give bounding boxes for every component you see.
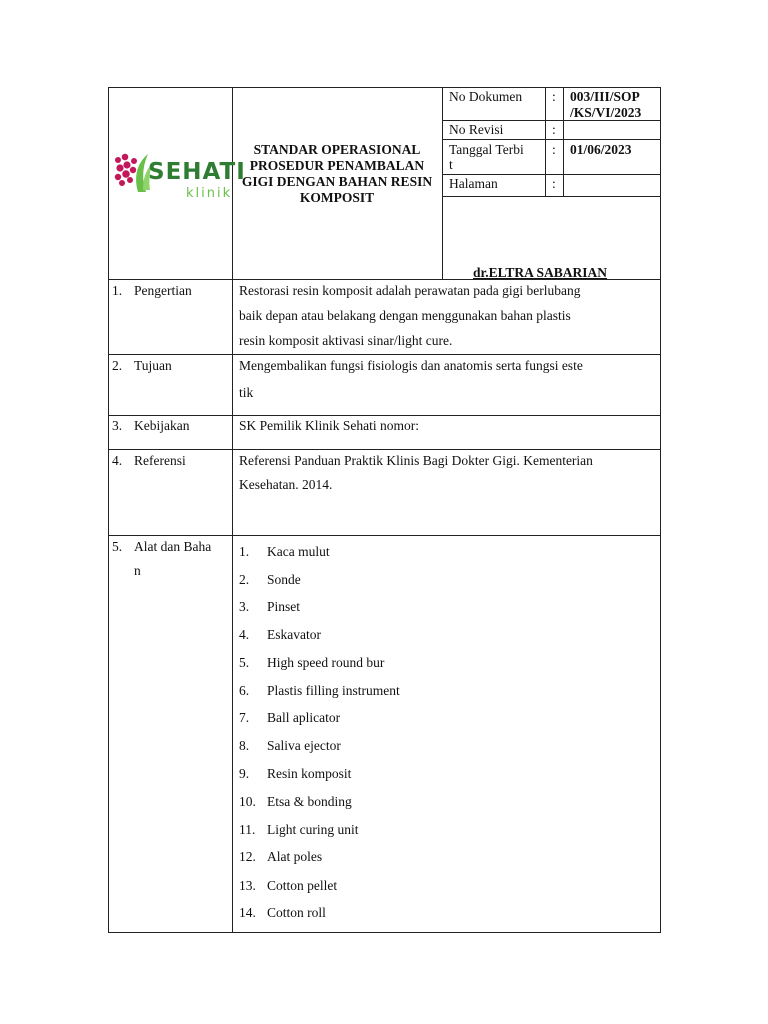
list-item-text: Sonde	[267, 572, 301, 587]
list-item-text: Light curing unit	[267, 822, 359, 837]
text-line: resin komposit aktivasi sinar/light cure.	[239, 333, 453, 348]
meta-row-line-4	[442, 196, 661, 197]
section-number: 5.	[112, 539, 123, 554]
column-divider	[232, 87, 233, 933]
meta-label-no-revisi: No Revisi	[449, 122, 504, 137]
meta-value-no-dokumen-2: /KS/VI/2023	[570, 105, 642, 120]
meta-label-tanggal-2: t	[449, 157, 453, 172]
logo-brand-text: SEHATI	[148, 159, 246, 185]
list-item-number: 13.	[239, 878, 256, 893]
section-number: 3.	[112, 418, 123, 433]
meta-value-tanggal: 01/06/2023	[570, 142, 632, 157]
meta-sep-divider	[545, 87, 546, 196]
section-label-alat-1: Alat dan Baha	[134, 539, 212, 554]
section-number: 1.	[112, 283, 123, 298]
list-item-number: 1.	[239, 544, 250, 559]
text-line: Restorasi resin komposit adalah perawatan pada gigi berlubang	[239, 283, 581, 298]
meta-sep: :	[552, 142, 556, 157]
list-item-number: 12.	[239, 849, 256, 864]
document-title: STANDAR OPERASIONAL PROSEDUR PENAMBALAN GIGI DENGAN BAHAN RESIN KOMPOSIT	[241, 142, 433, 205]
row-line-4	[108, 535, 661, 536]
list-item	[239, 736, 341, 756]
section-number: 4.	[112, 453, 123, 468]
text-line: tik	[239, 385, 254, 400]
meta-value-no-dokumen-1: 003/III/SOP	[570, 89, 640, 104]
table-border-left	[108, 87, 109, 933]
list-item-text: Resin komposit	[267, 766, 352, 781]
list-item-number: 7.	[239, 710, 250, 725]
list-item-number: 2.	[239, 572, 250, 587]
text-line: Mengembalikan fungsi fisiologis dan anatomis serta fungsi este	[239, 358, 583, 373]
meta-label-halaman: Halaman	[449, 176, 498, 191]
section-label-pengertian: Pengertian	[134, 283, 192, 298]
list-item	[239, 708, 340, 728]
meta-value-divider	[563, 87, 564, 196]
logo-sub-text: klinik	[186, 186, 233, 201]
table-border-bottom	[108, 932, 661, 933]
text-line: Kesehatan. 2014.	[239, 477, 333, 492]
list-item-text: Plastis filling instrument	[267, 683, 400, 698]
list-item-text: Cotton pellet	[267, 878, 338, 893]
meta-label-tanggal-1: Tanggal Terbi	[449, 142, 524, 157]
list-item-number: 10.	[239, 794, 256, 809]
list-item	[239, 903, 326, 923]
row-line-3	[108, 449, 661, 450]
text-line: Referensi Panduan Praktik Klinis Bagi Dokter Gigi. Kementerian	[239, 453, 593, 468]
list-item	[239, 653, 384, 673]
list-item-number: 11.	[239, 822, 256, 837]
list-item-number: 9.	[239, 766, 250, 781]
list-item	[239, 820, 359, 840]
list-item	[239, 876, 337, 896]
list-item	[239, 792, 352, 812]
section-label-referensi: Referensi	[134, 453, 186, 468]
list-item-text: Eskavator	[267, 627, 321, 642]
table-border-right	[660, 87, 661, 933]
list-item	[239, 764, 351, 784]
header-title-divider	[442, 87, 443, 280]
section-text-kebijakan: SK Pemilik Klinik Sehati nomor:	[239, 418, 420, 433]
list-item-text: High speed round bur	[267, 655, 385, 670]
signer-name: dr.ELTRA SABARIAN	[473, 265, 608, 280]
list-item	[239, 681, 400, 701]
list-item-number: 6.	[239, 683, 250, 698]
meta-row-line-2	[442, 139, 661, 140]
list-item-text: Cotton roll	[267, 905, 326, 920]
list-item-number: 8.	[239, 738, 250, 753]
list-item	[239, 625, 321, 645]
meta-label-no-dokumen: No Dokumen	[449, 89, 523, 104]
section-number: 2.	[112, 358, 123, 373]
list-item-text: Kaca mulut	[267, 544, 330, 559]
clinic-logo	[112, 148, 246, 210]
list-item-text: Alat poles	[267, 849, 323, 864]
list-item	[239, 597, 300, 617]
list-item	[239, 570, 301, 590]
list-item-text: Pinset	[267, 599, 301, 614]
meta-sep: :	[552, 176, 556, 191]
meta-sep: :	[552, 89, 556, 104]
row-line-2	[108, 415, 661, 416]
list-item-number: 14.	[239, 905, 256, 920]
list-item-text: Etsa & bonding	[267, 794, 352, 809]
list-item-text: Ball aplicator	[267, 710, 341, 725]
section-label-tujuan: Tujuan	[134, 358, 172, 373]
text-line: baik depan atau belakang dengan menggunakan bahan plastis	[239, 308, 571, 323]
list-item	[239, 542, 330, 562]
meta-sep: :	[552, 122, 556, 137]
list-item	[239, 847, 322, 867]
list-item-number: 4.	[239, 627, 250, 642]
section-label-kebijakan: Kebijakan	[134, 418, 190, 433]
list-item-text: Saliva ejector	[267, 738, 341, 753]
section-label-alat-2: n	[134, 563, 141, 578]
list-item-number: 3.	[239, 599, 250, 614]
list-item-number: 5.	[239, 655, 250, 670]
